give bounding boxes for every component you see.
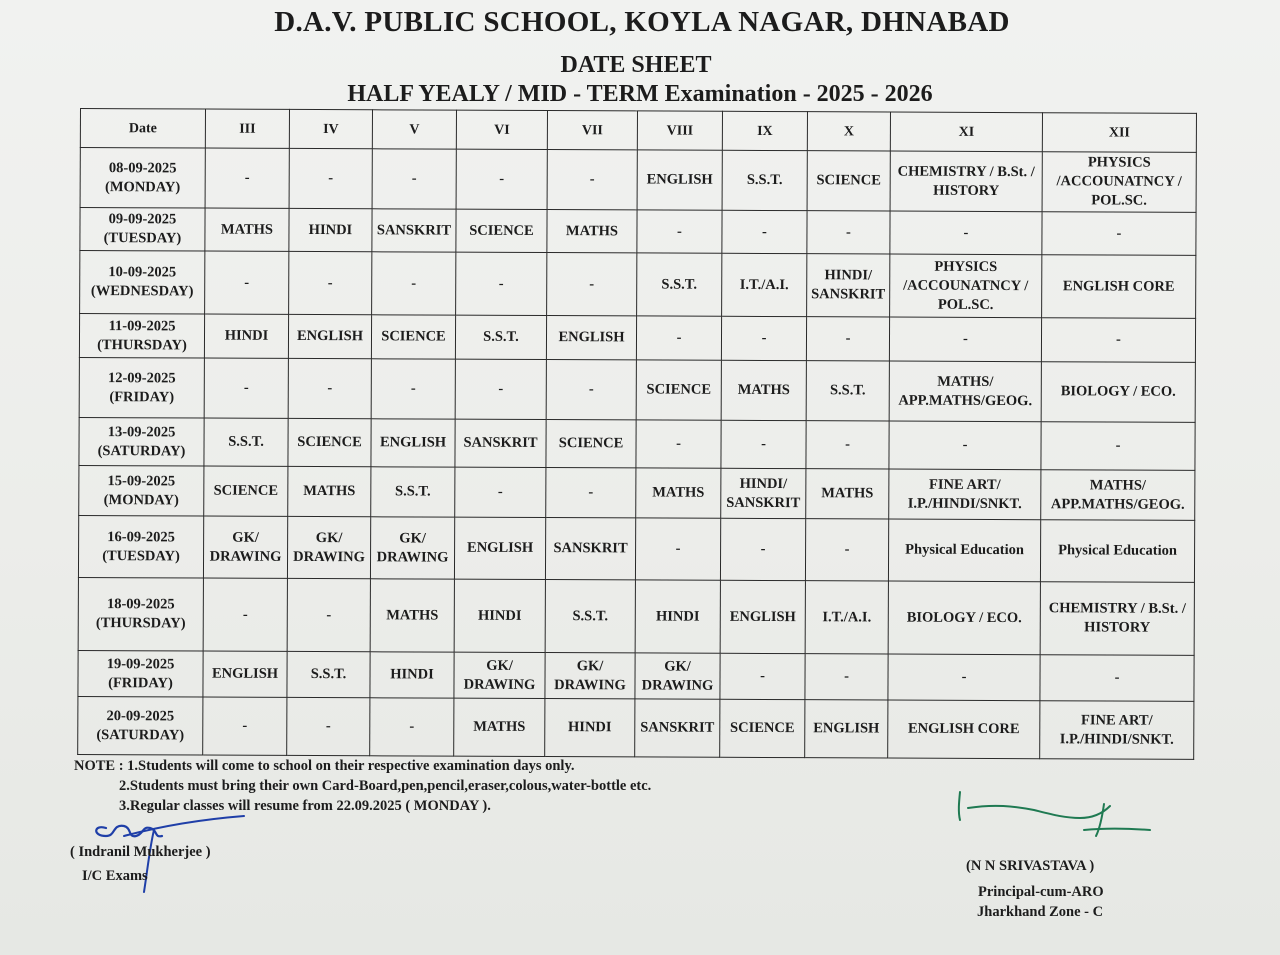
subject-cell-class-v: SCIENCE	[371, 315, 455, 359]
column-header-class-iv: IV	[289, 109, 372, 148]
subject-cell-class-ix: -	[720, 518, 805, 580]
date-cell	[80, 208, 205, 252]
subject-cell-class-iv: SCIENCE	[288, 418, 371, 466]
right-signatory-zone: Jharkhand Zone - C	[977, 904, 1104, 920]
date-cell	[79, 357, 204, 418]
date-cell	[80, 251, 205, 315]
subject-cell-class-xi: BIOLOGY / ECO.	[888, 581, 1040, 655]
subject-cell-class-vi: HINDI	[454, 579, 545, 652]
subject-cell-class-xi: CHEMISTRY / B.St. / HISTORY	[890, 151, 1042, 212]
table-row	[78, 577, 1194, 655]
subject-cell-class-viii: -	[636, 420, 721, 468]
subject-cell-class-xii: FINE ART/ I.P./HINDI/SNKT.	[1040, 701, 1194, 760]
subject-cell-class-iv: -	[287, 697, 370, 755]
subject-cell-class-iv: -	[288, 358, 371, 418]
subject-cell-class-iii: ENGLISH	[203, 651, 287, 697]
subject-cell-class-v: S.S.T.	[371, 467, 455, 517]
subject-cell-class-v: ENGLISH	[371, 419, 455, 467]
table-row	[79, 465, 1195, 520]
column-header-class-vi: VI	[456, 110, 547, 149]
subject-cell-class-vi: SANSKRIT	[455, 419, 546, 467]
date-cell	[79, 465, 204, 516]
subject-cell-class-ix: -	[721, 420, 806, 468]
subject-cell-class-viii: -	[635, 518, 720, 580]
subject-cell-class-vi: S.S.T.	[455, 315, 546, 359]
exam-day: (MONDAY)	[103, 491, 179, 508]
subject-cell-class-iii: HINDI	[204, 314, 288, 358]
date-cell	[78, 515, 203, 578]
table-body	[78, 148, 1197, 760]
subject-cell-class-xii: -	[1042, 212, 1196, 256]
subject-cell-class-ix: S.S.T.	[722, 150, 807, 210]
subject-cell-class-x: -	[806, 421, 889, 469]
subject-cell-class-xii: -	[1040, 655, 1194, 702]
subject-cell-class-vii: ENGLISH	[546, 316, 636, 360]
subject-cell-class-iv: -	[287, 578, 370, 651]
subject-cell-class-xii: ENGLISH CORE	[1042, 255, 1196, 319]
exam-date: 10-09-2025	[108, 264, 177, 281]
subject-cell-class-vi: GK/ DRAWING	[454, 652, 545, 698]
exam-day: (TUESDAY)	[102, 547, 180, 564]
exam-date: 18-09-2025	[106, 596, 175, 613]
column-header-class-xi: XI	[890, 112, 1042, 152]
subject-cell-class-ix: -	[720, 653, 805, 699]
right-signatory-designation: Principal-cum-ARO	[978, 884, 1104, 900]
table-row	[79, 417, 1195, 470]
subject-cell-class-vii: S.S.T.	[545, 580, 635, 653]
exam-date: 12-09-2025	[107, 369, 176, 386]
subject-cell-class-iii: SCIENCE	[204, 466, 288, 516]
date-cell	[78, 650, 203, 697]
exam-day: (TUESDAY)	[103, 230, 182, 247]
subject-cell-class-ix: MATHS	[721, 360, 806, 420]
subject-cell-class-v: SANSKRIT	[372, 209, 456, 252]
subject-cell-class-iii: -	[203, 697, 287, 755]
table-row	[78, 650, 1194, 701]
table-row	[80, 208, 1196, 256]
sheet-title: DATE SHEET	[560, 52, 712, 78]
subject-cell-class-viii: SCIENCE	[636, 360, 721, 420]
column-header-class-vii: VII	[547, 111, 637, 150]
subject-cell-class-v: -	[372, 149, 456, 209]
date-cell	[78, 577, 203, 651]
subject-cell-class-iii: GK/ DRAWING	[203, 516, 287, 578]
subject-cell-class-viii: ENGLISH	[637, 150, 722, 210]
subject-cell-class-vi: -	[455, 359, 546, 419]
subject-cell-class-vi: -	[456, 252, 547, 315]
subject-cell-class-v: GK/ DRAWING	[370, 517, 454, 579]
column-header-class-ix: IX	[722, 111, 807, 150]
table-row	[80, 148, 1196, 213]
exam-date: 20-09-2025	[106, 707, 175, 724]
subject-cell-class-x: -	[806, 317, 889, 361]
subject-cell-class-xii: PHYSICS /ACCOUNATNCY / POL.SC.	[1042, 152, 1196, 213]
note-2: 2.Students must bring their own Card-Board,pen,pencil,eraser,colous,water-bottle etc.	[119, 778, 652, 794]
column-header-class-iii: III	[205, 109, 289, 148]
right-signatory	[940, 784, 1160, 934]
subject-cell-class-x: -	[805, 654, 888, 700]
subject-cell-class-xii: MATHS/ APP.MATHS/GEOG.	[1041, 470, 1195, 521]
subject-cell-class-xii: Physical Education	[1040, 520, 1194, 583]
subject-cell-class-xi: FINE ART/ I.P./HINDI/SNKT.	[889, 469, 1041, 520]
left-signatory	[70, 806, 270, 906]
subject-cell-class-vii: GK/ DRAWING	[545, 653, 635, 699]
exam-day: (THURSDAY)	[97, 336, 187, 353]
left-signatory-designation: I/C Exams	[82, 868, 148, 884]
table-row	[80, 251, 1196, 319]
subject-cell-class-x: SCIENCE	[807, 151, 890, 211]
subject-cell-class-vi: -	[455, 467, 546, 517]
subject-cell-class-vii: SANSKRIT	[545, 518, 635, 580]
subject-cell-class-iv: ENGLISH	[288, 314, 371, 358]
subject-cell-class-viii: HINDI	[635, 580, 720, 653]
subject-cell-class-ix: -	[721, 316, 806, 360]
date-cell	[80, 148, 205, 209]
subject-cell-class-iii: MATHS	[205, 208, 289, 251]
exam-day: (WEDNESDAY)	[90, 283, 194, 300]
subject-cell-class-xi: MATHS/ APP.MATHS/GEOG.	[889, 361, 1041, 422]
subject-cell-class-xi: PHYSICS /ACCOUNATNCY / POL.SC.	[890, 254, 1042, 318]
subject-cell-class-viii: S.S.T.	[637, 253, 722, 316]
subject-cell-class-viii: SANSKRIT	[635, 699, 720, 757]
note-1: NOTE : 1.Students will come to school on their respective examination days only.	[74, 758, 575, 774]
subject-cell-class-vi: SCIENCE	[456, 209, 547, 252]
subject-cell-class-x: -	[805, 519, 888, 581]
subject-cell-class-iv: GK/ DRAWING	[287, 516, 370, 578]
column-header-class-x: X	[807, 112, 890, 151]
column-header-class-viii: VIII	[637, 111, 722, 150]
date-cell	[79, 314, 204, 359]
subject-cell-class-iii: -	[205, 148, 289, 208]
exam-date: 15-09-2025	[107, 472, 176, 489]
subject-cell-class-vii: -	[547, 253, 637, 316]
exam-date: 16-09-2025	[107, 528, 175, 545]
header-row	[80, 109, 1196, 153]
subject-cell-class-v: -	[370, 698, 454, 756]
exam-day: (THURSDAY)	[95, 615, 186, 632]
subject-cell-class-x: ENGLISH	[805, 700, 888, 758]
date-cell	[78, 696, 203, 755]
subject-cell-class-iii: -	[204, 358, 288, 418]
subject-cell-class-iii: -	[203, 578, 287, 651]
subject-cell-class-viii: -	[636, 316, 721, 360]
table-row	[79, 357, 1195, 422]
subject-cell-class-vii: -	[546, 468, 636, 518]
table-row	[78, 696, 1194, 759]
date-sheet-table	[77, 108, 1197, 760]
exam-date: 13-09-2025	[107, 423, 176, 440]
column-header-date: Date	[80, 109, 205, 149]
subject-cell-class-ix: SCIENCE	[720, 699, 805, 757]
subject-cell-class-vi: MATHS	[454, 698, 545, 756]
subject-cell-class-xi: -	[889, 421, 1041, 470]
subject-cell-class-xii: CHEMISTRY / B.St. / HISTORY	[1040, 582, 1194, 656]
subject-cell-class-iv: MATHS	[288, 466, 371, 516]
subject-cell-class-vi: ENGLISH	[454, 517, 545, 579]
subject-cell-class-x: -	[807, 211, 890, 254]
note-3: 3.Regular classes will resume from 22.09.2025 ( MONDAY ).	[119, 798, 491, 814]
subject-cell-class-viii: GK/ DRAWING	[635, 653, 720, 699]
exam-date: 19-09-2025	[106, 655, 175, 672]
subject-cell-class-xi: -	[890, 211, 1042, 255]
left-signatory-name: ( Indranil Mukherjee )	[70, 844, 211, 860]
exam-date: 09-09-2025	[108, 211, 177, 228]
subject-cell-class-ix: I.T./A.I.	[722, 253, 807, 316]
subject-cell-class-iv: HINDI	[289, 208, 372, 251]
subject-cell-class-v: HINDI	[370, 652, 454, 698]
subject-cell-class-x: HINDI/ SANSKRIT	[807, 254, 890, 317]
subject-cell-class-ix: -	[722, 210, 807, 253]
signature-ink-right	[954, 784, 1154, 854]
subject-cell-class-xii: BIOLOGY / ECO.	[1041, 362, 1195, 423]
column-header-class-v: V	[372, 110, 456, 149]
column-header-class-xii: XII	[1042, 113, 1196, 153]
subject-cell-class-vii: HINDI	[545, 699, 635, 757]
subject-cell-class-ix: HINDI/ SANSKRIT	[721, 468, 806, 518]
subject-cell-class-v: -	[371, 359, 455, 419]
subject-cell-class-x: S.S.T.	[806, 361, 889, 421]
exam-day: (FRIDAY)	[109, 388, 175, 405]
exam-title: HALF YEALY / MID - TERM Examination - 2025 - 2026	[347, 81, 933, 107]
subject-cell-class-xii: -	[1041, 318, 1195, 363]
subject-cell-class-v: MATHS	[370, 579, 454, 652]
subject-cell-class-ix: ENGLISH	[720, 580, 805, 653]
exam-date: 08-09-2025	[108, 159, 177, 176]
exam-day: (SATURDAY)	[96, 726, 185, 743]
subject-cell-class-viii: -	[637, 210, 722, 253]
exam-day: (MONDAY)	[105, 178, 181, 195]
school-name: D.A.V. PUBLIC SCHOOL, KOYLA NAGAR, DHNABAD	[274, 6, 1010, 38]
subject-cell-class-xi: -	[888, 654, 1040, 701]
table-row	[79, 314, 1195, 363]
subject-cell-class-viii: MATHS	[636, 468, 721, 518]
subject-cell-class-x: I.T./A.I.	[805, 581, 888, 654]
subject-cell-class-iii: S.S.T.	[204, 418, 288, 466]
subject-cell-class-vii: SCIENCE	[546, 420, 636, 468]
subject-cell-class-xi: ENGLISH CORE	[888, 700, 1040, 759]
exam-date: 11-09-2025	[108, 317, 176, 334]
subject-cell-class-xi: Physical Education	[888, 519, 1040, 582]
subject-cell-class-xii: -	[1041, 422, 1195, 471]
subject-cell-class-v: -	[372, 252, 456, 315]
subject-cell-class-x: MATHS	[806, 469, 889, 519]
subject-cell-class-vii: MATHS	[547, 210, 637, 253]
date-cell	[79, 417, 204, 466]
subject-cell-class-iv: S.S.T.	[287, 651, 370, 697]
table-row	[78, 515, 1194, 582]
subject-cell-class-vii: -	[546, 360, 636, 420]
subject-cell-class-iv: -	[289, 148, 372, 208]
subject-cell-class-iv: -	[289, 251, 372, 314]
exam-day: (FRIDAY)	[108, 674, 173, 691]
right-signatory-name: (N N SRIVASTAVA )	[966, 858, 1095, 874]
subject-cell-class-xi: -	[889, 317, 1041, 362]
exam-day: (SATURDAY)	[97, 442, 186, 459]
subject-cell-class-vi: -	[456, 149, 547, 209]
subject-cell-class-iii: -	[205, 251, 289, 314]
subject-cell-class-vii: -	[547, 150, 637, 210]
